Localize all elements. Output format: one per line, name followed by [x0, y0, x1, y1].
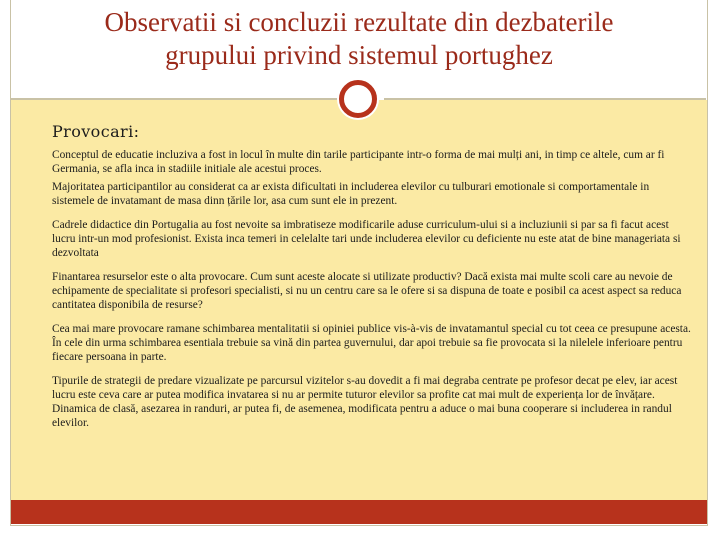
- slide-title: [11, 6, 707, 72]
- section-heading: Provocari:: [52, 122, 140, 141]
- divider-line-right: [384, 98, 706, 100]
- divider-line-left: [11, 98, 341, 100]
- title-line-1: Observatii si concluzii rezultate din dezbaterile: [104, 7, 614, 37]
- slide-content: [52, 122, 692, 434]
- paragraph-5: Cea mai mare provocare ramane schimbarea mentalitatii si opiniei publice vis-à-vis de invatamantul special cu tot ceea ce presupune acesta. În cele din urma schimbarea esentiala trebuie sa vină din partea guvernului, dar apoi trebuie sa fie provocata si la nilelele inferioare pentru fiecare persoana in parte.: [52, 323, 691, 363]
- paragraph-1: Conceptul de educatie incluziva a fost in locul în multe din tarile participante intr-o forma de mai mulți ani, in timp ce altele, cum ar fi Germania, se afla inca in stadiile initiale ale acestui proces.: [52, 149, 665, 175]
- divider-circle-icon: [339, 80, 377, 118]
- paragraph-3: Cadrele didactice din Portugalia au fost nevoite sa imbratiseze modificarile aduse curriculum-ului si a incluziunii si par sa fi facut acest lucru intr-un mod profesionist. Exista inca temeri in celelalte tari unde includerea elevilor cu deficiente nu este atat de bine manageriata si dezvoltata: [52, 219, 681, 259]
- paragraph-4: Finantarea resurselor este o alta provocare. Cum sunt aceste alocate si utilizate productiv? Dacă exista mai multe scoli care au nevoie de echipamente de specialitate si profesori specialisti, si nu un centru care sa le ofere si sa dispuna de toate e posibil ca acest aspect sa reduca cantitatea disponibila de resurse?: [52, 271, 682, 311]
- title-line-2: grupului privind sistemul portughez: [165, 40, 553, 70]
- paragraph-6: Tipurile de strategii de predare vizualizate pe parcursul vizitelor s-au dovedit a fi mai degraba centrate pe profesor decat pe elev, iar acest lucru este ceva care ar putea modifica invatarea si nu ar permite tuturor elevilor sa profite cat mai mult de experiența lor de învățare. Dinamica de clasă, asezarea in randuri, ar putea fi, de asemenea, modificata pentru a aduce o mai buna cooperare si includerea in randul elevilor.: [52, 375, 678, 429]
- paragraph-2: Majoritatea participantilor au considerat ca ar exista dificultati in includerea elevilor cu tulburari emotionale si comportamentale in sistemele de invatamant de masa dinn țările lor, asa cum sunt ele in prezent.: [52, 181, 650, 207]
- footer-bar: [11, 500, 707, 524]
